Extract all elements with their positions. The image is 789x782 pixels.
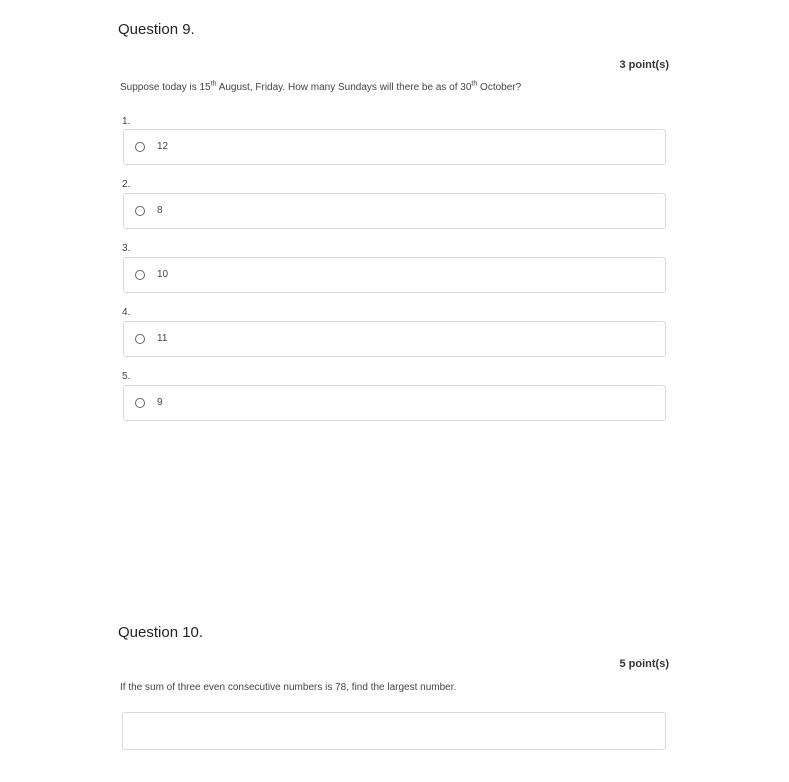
question-10-text: If the sum of three even consecutive numbers is 78, find the largest number. <box>120 682 457 693</box>
question-10-title: Question 10. <box>118 624 204 641</box>
question-9-text: Suppose today is 15th August, Friday. How many Sundays will there be as of 30th October? <box>120 80 522 93</box>
option-label: 10 <box>157 269 169 280</box>
answer-option-4[interactable] <box>123 321 666 357</box>
answer-input[interactable] <box>122 712 666 750</box>
option-label: 9 <box>157 397 163 408</box>
radio-button[interactable] <box>135 270 145 280</box>
option-label: 11 <box>157 333 168 344</box>
question-9-points: 3 point(s) <box>619 59 669 71</box>
option-label: 8 <box>157 205 163 216</box>
option-number: 5. <box>122 371 131 382</box>
radio-button[interactable] <box>135 206 145 216</box>
option-number: 2. <box>122 179 131 190</box>
option-number: 4. <box>122 307 131 318</box>
question-9-title: Question 9. <box>118 21 195 38</box>
answer-option-2[interactable] <box>123 193 666 229</box>
option-label: 12 <box>157 141 169 152</box>
radio-button[interactable] <box>135 142 145 152</box>
option-number: 1. <box>122 116 131 127</box>
answer-option-3[interactable] <box>123 257 666 293</box>
radio-button[interactable] <box>135 398 145 408</box>
option-number: 3. <box>122 243 131 254</box>
answer-option-1[interactable] <box>123 129 666 165</box>
radio-button[interactable] <box>135 334 145 344</box>
question-10-points: 5 point(s) <box>619 658 669 670</box>
answer-option-5[interactable] <box>123 385 666 421</box>
